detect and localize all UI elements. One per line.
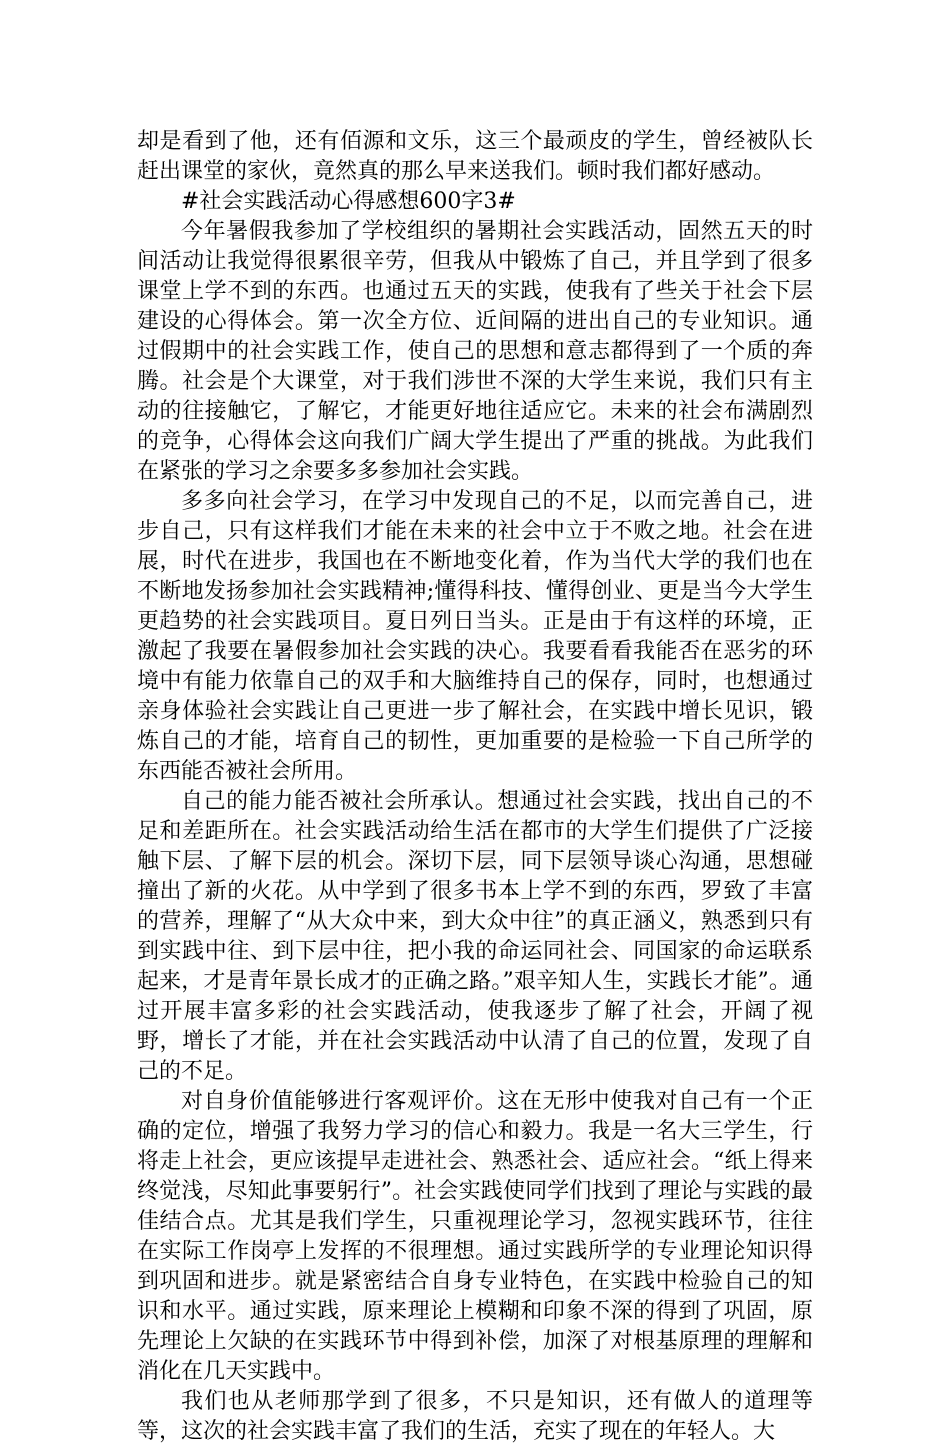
paragraph: 自己的能力能否被社会所承认。想通过社会实践，找出自己的不足和差距所在。社会实践活动给生活在都市的大学生们提供了广泛接触下层、了解下层的机会。深切下层，同下层领导谈心沟通，思想碰撞出了新的火花。从中学到了很多书本上学不到的东西，罗致了丰富的营养，理解了“从大众中来，到大众中往”的真正涵义，熟悉到只有到实践中往、到下层中往，把小我的命运同社会、同国家的命运联系起来，才是青年景长成才的正确之路。”艰辛知人生，实践长才能”。通过开展丰富多彩的社会实践活动，使我逐步了解了社会，开阔了视野，增长了才能，并在社会实践活动中认清了自己的位置，发现了自己的不足。 [137,789,813,1084]
paragraph: 多多向社会学习，在学习中发现自己的不足，以而完善自己，进步自己，只有这样我们才能在未来的社会中立于不败之地。社会在进展，时代在进步，我国也在不断地变化着，作为当代大学的我们也在不断地发扬参加社会实践精神;懂得科技、懂得创业、更是当今大学生更趋势的社会实践项目。夏日列日当头。正是由于有这样的环境，正激起了我要在暑假参加社会实践的决心。我要看看我能否在恶劣的环境中有能力依靠自己的双手和大脑维持自己的保存，同时，也想通过亲身体验社会实践让自己更进一步了解社会，在实践中增长见识，锻炼自己的才能，培育自己的韧性，更加重要的是检验一下自己所学的东西能否被社会所用。 [137,489,813,784]
document-body [137,127,813,1447]
paragraph: 我们也从老师那学到了很多，不只是知识，还有做人的道理等等，这次的社会实践丰富了我们的生活，充实了现在的年轻人。大 [137,1389,813,1444]
section-heading: #社会实践活动心得感想600字3# [181,189,516,214]
paragraph: 对自身价值能够进行客观评价。这在无形中使我对自己有一个正确的定位，增强了我努力学习的信心和毅力。我是一名大三学生，行将走上社会，更应该提早走进社会、熟悉社会、适应社会。“纸上得来终觉浅，尽知此事要躬行”。社会实践使同学们找到了理论与实践的最佳结合点。尤其是我们学生，只重视理论学习，忽视实践环节，往往在实际工作岗亭上发挥的不很理想。通过实践所学的专业理论知识得到巩固和进步。就是紧密结合自身专业特色，在实践中检验自己的知识和水平。通过实践，原来理论上模糊和印象不深的得到了巩固，原先理论上欠缺的在实践环节中得到补偿，加深了对根基原理的理解和消化在几天实践中。 [137,1089,813,1384]
paragraph: 今年暑假我参加了学校组织的暑期社会实践活动，固然五天的时间活动让我觉得很累很辛劳，但我从中锻炼了自己，并且学到了很多课堂上学不到的东西。也通过五天的实践，使我有了些关于社会下层建设的心得体会。第一次全方位、近间隔的进出自己的专业知识。通过假期中的社会实践工作，使自己的思想和意志都得到了一个质的奔腾。社会是个大课堂，对于我们涉世不深的大学生来说，我们只有主动的往接触它，了解它，才能更好地往适应它。未来的社会布满剧烈的竞争，心得体会这向我们广阔大学生提出了严重的挑战。为此我们在紧张的学习之余要多多参加社会实践。 [137,219,813,484]
paragraph-continuation: 却是看到了他，还有佰源和文乐，这三个最顽皮的学生，曾经被队长赶出课堂的家伙，竟然真的那么早来送我们。顿时我们都好感动。 [137,129,813,184]
